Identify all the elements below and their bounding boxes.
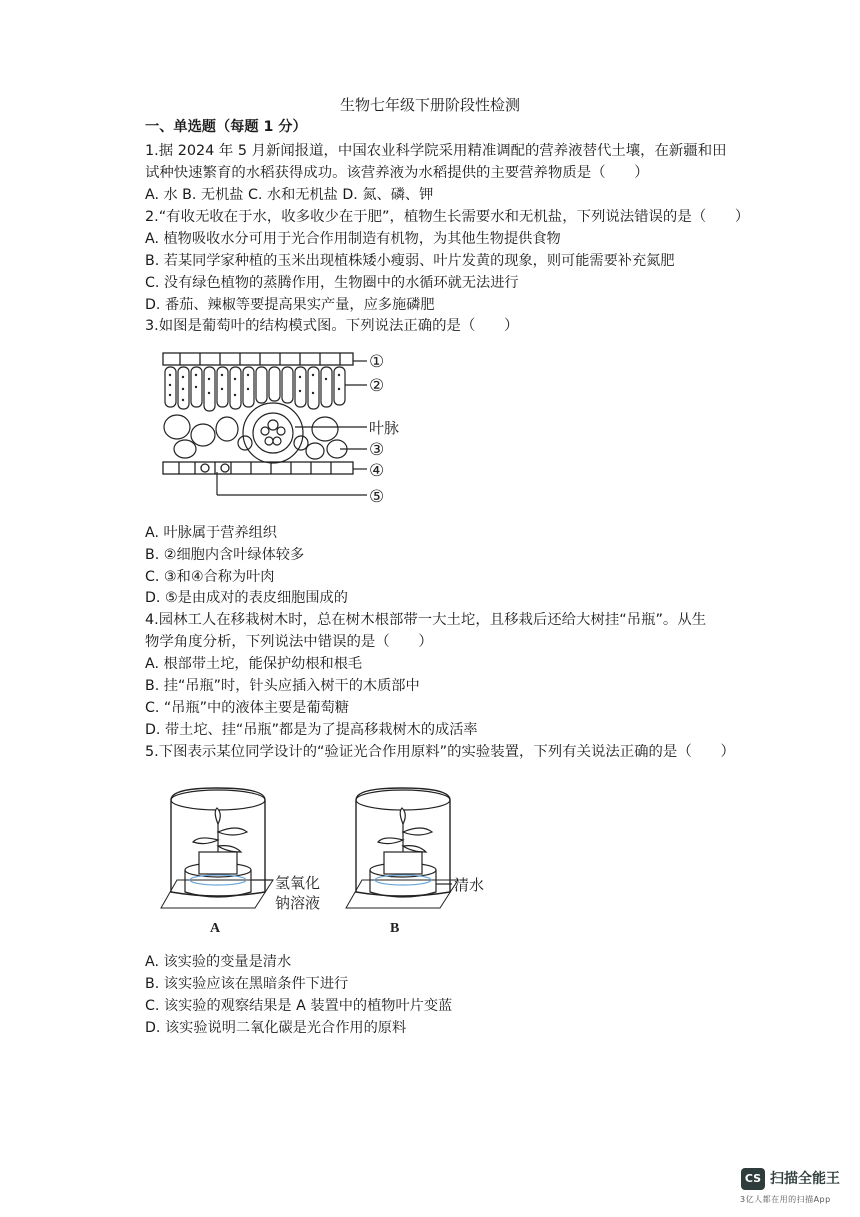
label-naoh-line1: 氢氧化	[275, 874, 321, 892]
label-water: 清水	[454, 876, 485, 894]
page-title: 生物七年级下册阶段性检测	[339, 96, 520, 114]
apparatus-b-diagram	[340, 780, 510, 940]
q1-stem-line2: 试种快速繁育的水稻获得成功。该营养液为水稻提供的主要营养物质是（ ）	[145, 165, 649, 181]
q1-options: A. 水 B. 无机盐 C. 水和无机盐 D. 氮、磷、钾	[145, 187, 434, 203]
q4-option-a: A. 根部带土坨，能保护幼根和根毛	[145, 656, 363, 672]
label-2: ②	[369, 376, 385, 396]
upper-epidermis	[163, 353, 353, 365]
q2-option-c: C. 没有绿色植物的蒸腾作用，生物圈中的水循环就无法进行	[145, 275, 519, 291]
q3-stem: 3.如图是葡萄叶的结构模式图。下列说法正确的是（ ）	[145, 318, 519, 334]
q5-option-c: C. 该实验的观察结果是 A 装置中的植物叶片变蓝	[145, 998, 453, 1014]
q5-option-b: B. 该实验应该在黑暗条件下进行	[145, 976, 349, 992]
q4-option-d: D. 带土坨、挂“吊瓶”都是为了提高移栽树木的成活率	[145, 722, 478, 738]
q2-option-a: A. 植物吸收水分可用于光合作用制造有机物，为其他生物提供食物	[145, 231, 561, 247]
section-heading: 一、单选题（每题 1 分）	[145, 119, 307, 135]
leaf-vein-bundle	[238, 403, 308, 463]
q4-stem-line2: 物学角度分析，下列说法中错误的是（ ）	[145, 634, 433, 650]
label-4: ④	[369, 461, 385, 481]
camscanner-tagline: 3亿人都在用的扫描App	[740, 1195, 831, 1204]
q3-option-b: B. ②细胞内含叶绿体较多	[145, 547, 305, 563]
q1-stem-line1: 1.据 2024 年 5 月新闻报道，中国农业科学院采用精准调配的营养液替代土壤，在新疆和田	[145, 143, 727, 159]
q2-option-b: B. 若某同学家种植的玉米出现植株矮小瘦弱、叶片发黄的现象，则可能需要补充氮肥	[145, 253, 675, 269]
q5-option-d: D. 该实验说明二氧化碳是光合作用的原料	[145, 1020, 407, 1036]
spongy-layer	[164, 415, 347, 459]
palisade-layer	[165, 367, 345, 411]
camscanner-logo: CS	[741, 1168, 765, 1190]
label-naoh-line2: 钠溶液	[275, 894, 321, 912]
q3-option-d: D. ⑤是由成对的表皮细胞围成的	[145, 590, 348, 606]
leaf-structure-diagram	[155, 345, 415, 515]
q4-option-c: C. “吊瓶”中的液体主要是葡萄糖	[145, 700, 349, 716]
q2-stem: 2.“有收无收在于水，收多收少在于肥”，植物生长需要水和无机盐，下列说法错误的是（ ）	[145, 209, 750, 225]
q5-option-a: A. 该实验的变量是清水	[145, 954, 292, 970]
label-vein: 叶脉	[369, 419, 400, 437]
camscanner-name: 扫描全能王	[770, 1171, 840, 1187]
label-3: ③	[369, 440, 385, 460]
apparatus-a-diagram	[155, 780, 345, 940]
q5-stem: 5.下图表示某位同学设计的“验证光合作用原料”的实验装置，下列有关说法正确的是（ ）	[145, 744, 735, 760]
label-5: ⑤	[369, 487, 385, 507]
q4-option-b: B. 挂“吊瓶”时，针头应插入树干的木质部中	[145, 678, 420, 694]
q2-option-d: D. 番茄、辣椒等要提高果实产量，应多施磷肥	[145, 297, 435, 313]
q3-option-c: C. ③和④合称为叶肉	[145, 569, 275, 585]
label-1: ①	[369, 352, 385, 372]
caption-b: B	[390, 921, 400, 936]
q4-stem-line1: 4.园林工人在移栽树木时，总在树木根部带一大土坨，且移栽后还给大树挂“吊瓶”。从生	[145, 612, 707, 628]
lower-epidermis	[163, 462, 353, 474]
q3-option-a: A. 叶脉属于营养组织	[145, 525, 277, 541]
caption-a: A	[210, 921, 221, 936]
